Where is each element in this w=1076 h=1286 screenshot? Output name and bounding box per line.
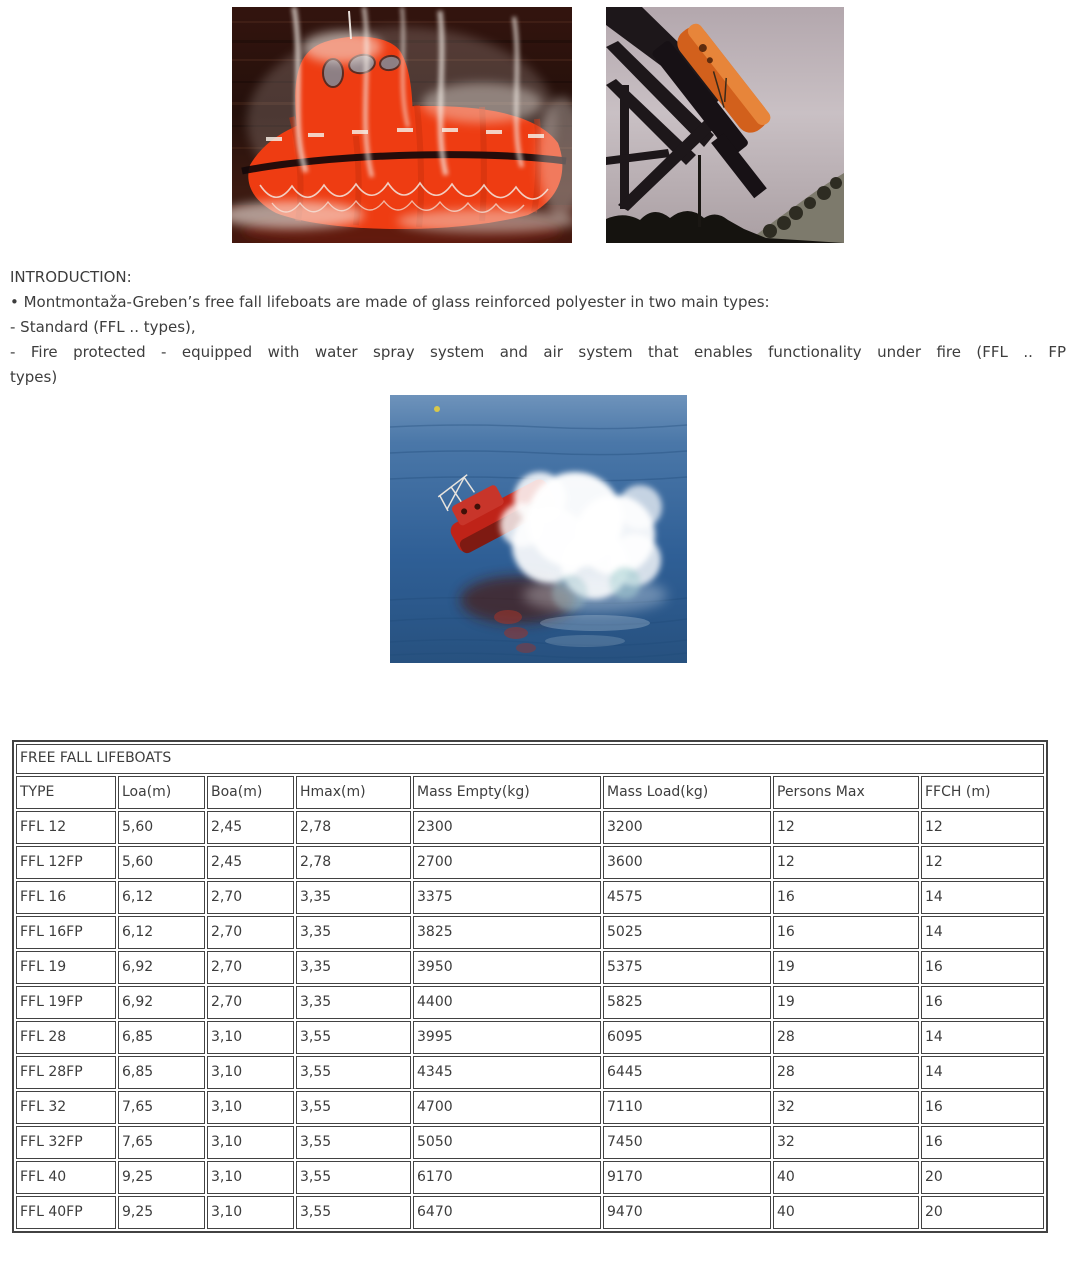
table-row (16, 846, 1044, 879)
table-cell: 7,65 (118, 1126, 205, 1159)
type-cell: FFL 32FP (16, 1126, 116, 1159)
table-header-row (16, 776, 1044, 809)
type-cell: FFL 28 (16, 1021, 116, 1054)
table-row (16, 951, 1044, 984)
table-cell: 2,70 (207, 951, 294, 984)
table-cell: 3,10 (207, 1091, 294, 1124)
table-cell: 14 (921, 881, 1044, 914)
table-cell: 3,10 (207, 1021, 294, 1054)
table-cell: 4575 (603, 881, 771, 914)
type-cell: FFL 19FP (16, 986, 116, 1019)
pole (698, 155, 701, 227)
table-cell: 16 (921, 986, 1044, 1019)
table-cell: 16 (921, 1091, 1044, 1124)
table-row (16, 881, 1044, 914)
table-cell: 3600 (603, 846, 771, 879)
table-cell: 40 (773, 1196, 919, 1229)
table-cell: 4345 (413, 1056, 601, 1089)
column-header: Hmax(m) (296, 776, 411, 809)
table-cell: 12 (773, 846, 919, 879)
table-cell: 2,70 (207, 986, 294, 1019)
table-cell: 7110 (603, 1091, 771, 1124)
table-cell: 3,35 (296, 881, 411, 914)
free-fall-lifeboats-table (12, 740, 1048, 1233)
table-cell: 6,85 (118, 1021, 205, 1054)
table-cell: 3995 (413, 1021, 601, 1054)
table-cell: 32 (773, 1126, 919, 1159)
table-cell: 12 (921, 811, 1044, 844)
table-cell: 4400 (413, 986, 601, 1019)
table-cell: 3950 (413, 951, 601, 984)
column-header: Mass Load(kg) (603, 776, 771, 809)
table-cell: 19 (773, 951, 919, 984)
table-cell: 16 (773, 916, 919, 949)
lifeboat-water-spray-photo (232, 7, 572, 243)
table-cell: 3,55 (296, 1126, 411, 1159)
table-cell: 5,60 (118, 811, 205, 844)
table-cell: 14 (921, 1056, 1044, 1089)
table-cell: 40 (773, 1161, 919, 1194)
table-cell: 6,92 (118, 951, 205, 984)
table-cell: 28 (773, 1056, 919, 1089)
table-cell: 5025 (603, 916, 771, 949)
column-header: FFCH (m) (921, 776, 1044, 809)
type-cell: FFL 40 (16, 1161, 116, 1194)
table-cell: 6095 (603, 1021, 771, 1054)
table-cell: 2,45 (207, 846, 294, 879)
intro-fire-line-part2: types) (10, 368, 58, 386)
center-photo-row (0, 395, 1076, 663)
table-cell: 7450 (603, 1126, 771, 1159)
table-cell: 5,60 (118, 846, 205, 879)
table-cell: 9170 (603, 1161, 771, 1194)
table-row (16, 1161, 1044, 1194)
table-cell: 9,25 (118, 1196, 205, 1229)
column-header: Loa(m) (118, 776, 205, 809)
table-row (16, 1126, 1044, 1159)
table-row (16, 1091, 1044, 1124)
table-cell: 5050 (413, 1126, 601, 1159)
table-cell: 4700 (413, 1091, 601, 1124)
table-cell: 2,70 (207, 881, 294, 914)
type-cell: FFL 12 (16, 811, 116, 844)
table-cell: 28 (773, 1021, 919, 1054)
table-cell: 3,10 (207, 1196, 294, 1229)
table-cell: 6,92 (118, 986, 205, 1019)
table-cell: 3,10 (207, 1056, 294, 1089)
table-cell: 3825 (413, 916, 601, 949)
table-cell: 14 (921, 916, 1044, 949)
table-cell: 2,78 (296, 846, 411, 879)
table-cell: 3,55 (296, 1161, 411, 1194)
intro-fire-line-part1: - Fire protected - equipped with water spray system and air system that enables functionality under fire (FFL .. FP (10, 343, 1066, 361)
table-cell: 5825 (603, 986, 771, 1019)
table-cell: 2300 (413, 811, 601, 844)
top-photos-row (0, 7, 1076, 243)
table-cell: 3375 (413, 881, 601, 914)
table-cell: 3,55 (296, 1021, 411, 1054)
floating-marker (434, 406, 440, 412)
table-row (16, 1021, 1044, 1054)
lifeboat-launch-ramp-photo (606, 7, 844, 243)
table-cell: 3,55 (296, 1091, 411, 1124)
table-cell: 3,55 (296, 1196, 411, 1229)
table-cell: 12 (773, 811, 919, 844)
column-header: Boa(m) (207, 776, 294, 809)
type-cell: FFL 19 (16, 951, 116, 984)
intro-bullet-line: • Montmontaža-Greben’s free fall lifeboats are made of glass reinforced polyester in two main types: (10, 293, 770, 311)
table-cell: 6445 (603, 1056, 771, 1089)
table-row (16, 1056, 1044, 1089)
table-cell: 32 (773, 1091, 919, 1124)
table-cell: 2,70 (207, 916, 294, 949)
type-cell: FFL 28FP (16, 1056, 116, 1089)
table-title-row (16, 744, 1044, 774)
table-cell: 3,35 (296, 916, 411, 949)
table-cell: 2,78 (296, 811, 411, 844)
column-header: TYPE (16, 776, 116, 809)
table-cell: 16 (921, 951, 1044, 984)
table-cell: 14 (921, 1021, 1044, 1054)
table-cell: 19 (773, 986, 919, 1019)
table-cell: 3,35 (296, 951, 411, 984)
table-cell: 20 (921, 1196, 1044, 1229)
intro-heading: INTRODUCTION: (10, 268, 132, 286)
table-cell: 16 (921, 1126, 1044, 1159)
table-cell: 16 (773, 881, 919, 914)
table-cell: 6,85 (118, 1056, 205, 1089)
introduction-section (10, 265, 1066, 390)
intro-standard-line: - Standard (FFL .. types), (10, 318, 196, 336)
table-title: FREE FALL LIFEBOATS (16, 744, 1044, 774)
type-cell: FFL 40FP (16, 1196, 116, 1229)
table-cell: 12 (921, 846, 1044, 879)
table-cell: 7,65 (118, 1091, 205, 1124)
table-cell: 2700 (413, 846, 601, 879)
type-cell: FFL 12FP (16, 846, 116, 879)
table-cell: 5375 (603, 951, 771, 984)
table-cell: 6170 (413, 1161, 601, 1194)
table-cell: 2,45 (207, 811, 294, 844)
type-cell: FFL 16 (16, 881, 116, 914)
table-cell: 9470 (603, 1196, 771, 1229)
type-cell: FFL 16FP (16, 916, 116, 949)
lifeboat-splashdown-photo (390, 395, 687, 663)
table-cell: 3,10 (207, 1161, 294, 1194)
table-cell: 3,10 (207, 1126, 294, 1159)
table-cell: 3,55 (296, 1056, 411, 1089)
table-row (16, 811, 1044, 844)
column-header: Persons Max (773, 776, 919, 809)
column-header: Mass Empty(kg) (413, 776, 601, 809)
table-cell: 9,25 (118, 1161, 205, 1194)
table-cell: 20 (921, 1161, 1044, 1194)
table-cell: 3200 (603, 811, 771, 844)
intro-fire-line (10, 340, 1066, 390)
table-cell: 6470 (413, 1196, 601, 1229)
table-cell: 3,35 (296, 986, 411, 1019)
table-row (16, 916, 1044, 949)
table-cell: 6,12 (118, 916, 205, 949)
table-row (16, 1196, 1044, 1229)
type-cell: FFL 32 (16, 1091, 116, 1124)
table-row (16, 986, 1044, 1019)
table-cell: 6,12 (118, 881, 205, 914)
